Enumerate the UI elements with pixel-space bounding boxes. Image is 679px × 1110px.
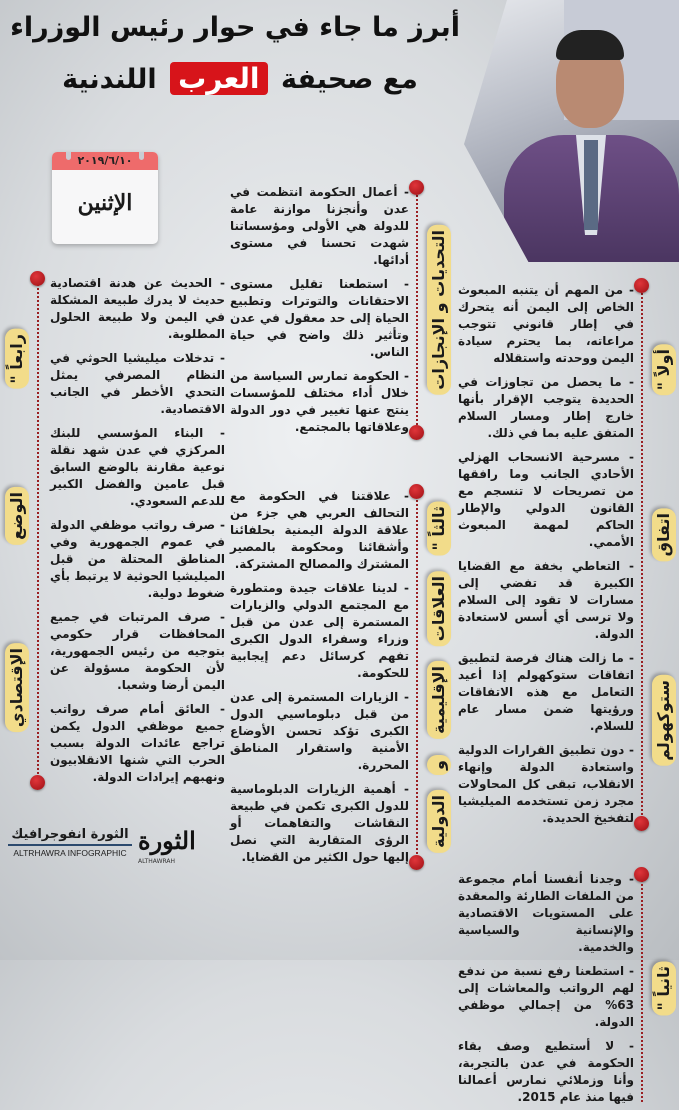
section-tag: الدولية [427,790,451,853]
section-tags [425,180,452,440]
section-tag: ثانياً " [652,961,676,1015]
timeline-line [416,188,418,432]
section-third-text [230,484,409,870]
list-item: - استطعنا رفع نسبة من ندفع لهم الرواتب والمعاشات إلى 63% من إجمالي موظفي الدولة. [458,964,634,1029]
section-challenges-text [230,180,409,440]
section-tag: العلاقات [427,571,451,646]
list-item: - تدخلات ميليشيا الحوثي في النظام المصرفي يمثل التحدي الأخطر في الجانب الاقتصادية. [50,351,225,416]
section-tag: أولاً " [652,344,676,395]
timeline [30,271,46,790]
list-item: - الحكومة تمارس السياسة من خلال أداء مختلف للمؤسسات ينتج عنها تغيير في دور الدولة وعلاقاتها بالمجتمع. [230,369,409,434]
section-challenges [230,180,452,440]
althawra-logo: الثورة [138,826,196,855]
page-title: أبرز ما جاء في حوار رئيس الوزراء [10,12,460,43]
section-tags [425,484,452,870]
section-tag: رابعاً " [5,329,29,389]
list-item: - صرف رواتب موظفي الدولة في عموم الجمهورية وفي المناطق المحتلة من قبل الميليشيا الحوثية لا يرتبط بأي ضغوط دولية. [50,518,225,600]
section-first-text [458,278,634,831]
prime-minister-photo [464,0,679,262]
list-item: - لدينا علاقات جيدة ومتطورة مع المجتمع الدولي والزيارات المستمرة إلى عدن من قبل وزراء وسفراء الدول الكبرى تفهم كرسائل دعم إيجابية للحكومة. [230,581,409,680]
timeline [409,484,425,870]
list-item: - ما زالت هناك فرصة لتطبيق اتفاقات ستوكهولم إذا أعيد التعامل مع هذه الاتفاقات ورؤيتها ضمن مسار عام للسلام. [458,651,634,733]
timeline-line [641,286,643,823]
timeline-dot [634,867,649,882]
timeline-dot [634,278,649,293]
section-fourth [3,271,225,790]
section-fourth-text [46,271,225,790]
timeline-dot [30,775,45,790]
middle-column [230,180,452,870]
timeline-dot [409,425,424,440]
brand-name-ar: الثورة انفوجرافيك [8,826,132,846]
calendar-day: الإثنين [77,190,133,216]
calendar-icon [52,152,158,244]
timeline-line [416,492,418,862]
section-tags [650,867,677,1110]
subtitle-suffix: اللندنية [62,64,157,95]
section-third [230,484,452,870]
list-item: - ما يحصل من تجاوزات في الحديدة يتوجب الإقرار بأنها خارج إطار ومسار السلام المتفق عليه بما في ذلك. [458,375,634,440]
timeline-dot [30,271,45,286]
list-item: - الحديث عن هدنة اقتصادية حديث لا يدرك طبيعة المشكلة في اليمن ولا طبيعة الحلول المطلوبة. [50,276,225,341]
calendar-ring [66,152,71,160]
list-item: - أعمال الحكومة انتظمت في عدن وأنجزنا موازنة عامة للدولة هي الأولى ومؤسساتنا شهدت تحسنا في مستوى أدائها. [230,185,409,267]
list-item: - علاقتنا في الحكومة مع التحالف العربي هي جزء من علاقة الدولة اليمنية بحلفائنا وأشقائنا ومحكومة بالمصير المشترك والمصالح المشتركة. [230,489,409,571]
section-tag: ستوكهولم [652,675,676,766]
section-tags [650,278,677,831]
right-column [458,278,677,1110]
timeline [634,278,650,831]
list-item: - لا أستطيع وصف بقاء الحكومة في عدن بالتجربة، وأنا وزملائي نمارس أعمالنا فيها منذ عام 2015. [458,1039,634,1104]
list-item: - البناء المؤسسي للبنك المركزي في عدن شهد نقلة نوعية مقارنة بالوضع السابق قبل عامين والفضل الكبير للدعم السعودي. [50,426,225,508]
list-item: - استطعنا تقليل مستوى الاحتقانات والتوترات وتطبيع الحياة إلى حد معقول في عدن وتأثير ذلك واضح في حياة الناس. [230,277,409,359]
timeline-line [37,279,39,782]
timeline-dot [634,816,649,831]
list-item: - وجدنا أنفسنا أمام مجموعة من الملفات الطارئة والمعقدة على المستويات الاقتصادية والإنسانية والسياسية والخدمية. [458,872,634,954]
timeline-dot [409,855,424,870]
section-tag: و [427,755,451,775]
list-item: - العائق أمام صرف رواتب جميع موظفي الدول يكمن تراجع عائدات الدولة بسبب الحرب التي شنها الانقلابيون ونهبهم إيرادات الدولة. [50,702,225,784]
page-subtitle [20,62,460,95]
timeline [634,867,650,1110]
timeline-line [641,875,643,1102]
section-tag: الإقتصادي [5,643,29,732]
list-item: - من المهم أن يتنبه المبعوث الخاص إلى اليمن أنه يتحرك في إطار قانوني تتوجب مراعاته، بما يحترم سيادة اليمن ووحدته واستقلاله [458,283,634,365]
section-first [458,278,677,831]
left-column [3,271,225,870]
newspaper-logo: العرب [170,62,267,95]
timeline [409,180,425,440]
section-tag: الإقليمية [427,661,451,739]
althawra-logo-small: ALTHAWRAH [138,858,176,865]
section-tag: التحديات و الإنجازات [427,225,451,395]
list-item: - مسرحية الانسحاب الهزلي الأحادي الجانب وما رافقها من تصريحات لا تنسجم مع القانون الدولي والإطار الحاكم لمهمة المبعوث الأممي. [458,450,634,549]
section-tag: الوضع [5,487,29,545]
section-tag: اتفاق [652,508,676,561]
list-item: - أهمية الزيارات الدبلوماسية للدول الكبرى تكمن في طبيعة النقاشات والتفاهمات أو الرؤى المتقاربة التي نصل إليها حول الكثير من القضايا. [230,782,409,864]
timeline-dot [409,180,424,195]
calendar-date: ٢٠١٩/٦/١٠ [52,152,158,170]
calendar-ring [139,152,144,160]
branding [3,820,225,870]
section-second-text [458,867,634,1110]
timeline-dot [409,484,424,499]
list-item: - الزيارات المستمرة إلى عدن من قبل دبلوماسيي الدول الكبرى تؤكد تحسن الأوضاع الأمنية واستقرار المناطق المحررة. [230,690,409,772]
list-item: - دون تطبيق القرارات الدولية واستعادة الدولة وإنهاء الانقلاب، تبقى كل المحاولات مجرد زمن تستخدمه الميليشيا لتفخيخ الحديدة. [458,743,634,825]
list-item: - صرف المرتبات في جميع المحافظات قرار حكومي بتوجيه من رئيس الجمهورية، لأن الحكومة مسؤولة عن اليمن أرضا وشعبا. [50,610,225,692]
brand-name-en: ALTRHAWRA INFOGRAPHIC [13,848,127,858]
subtitle-prefix: مع صحيفة [280,64,418,95]
list-item: - التعاطي بخفة مع القضايا الكبيرة قد تفضي إلى مسارات لا تقود إلى السلام ولا ترسى أي أسس لاستعادة الدولة. [458,559,634,641]
section-tag: ثالثاً " [427,501,451,555]
section-tags [3,271,30,790]
section-second [458,867,677,1110]
